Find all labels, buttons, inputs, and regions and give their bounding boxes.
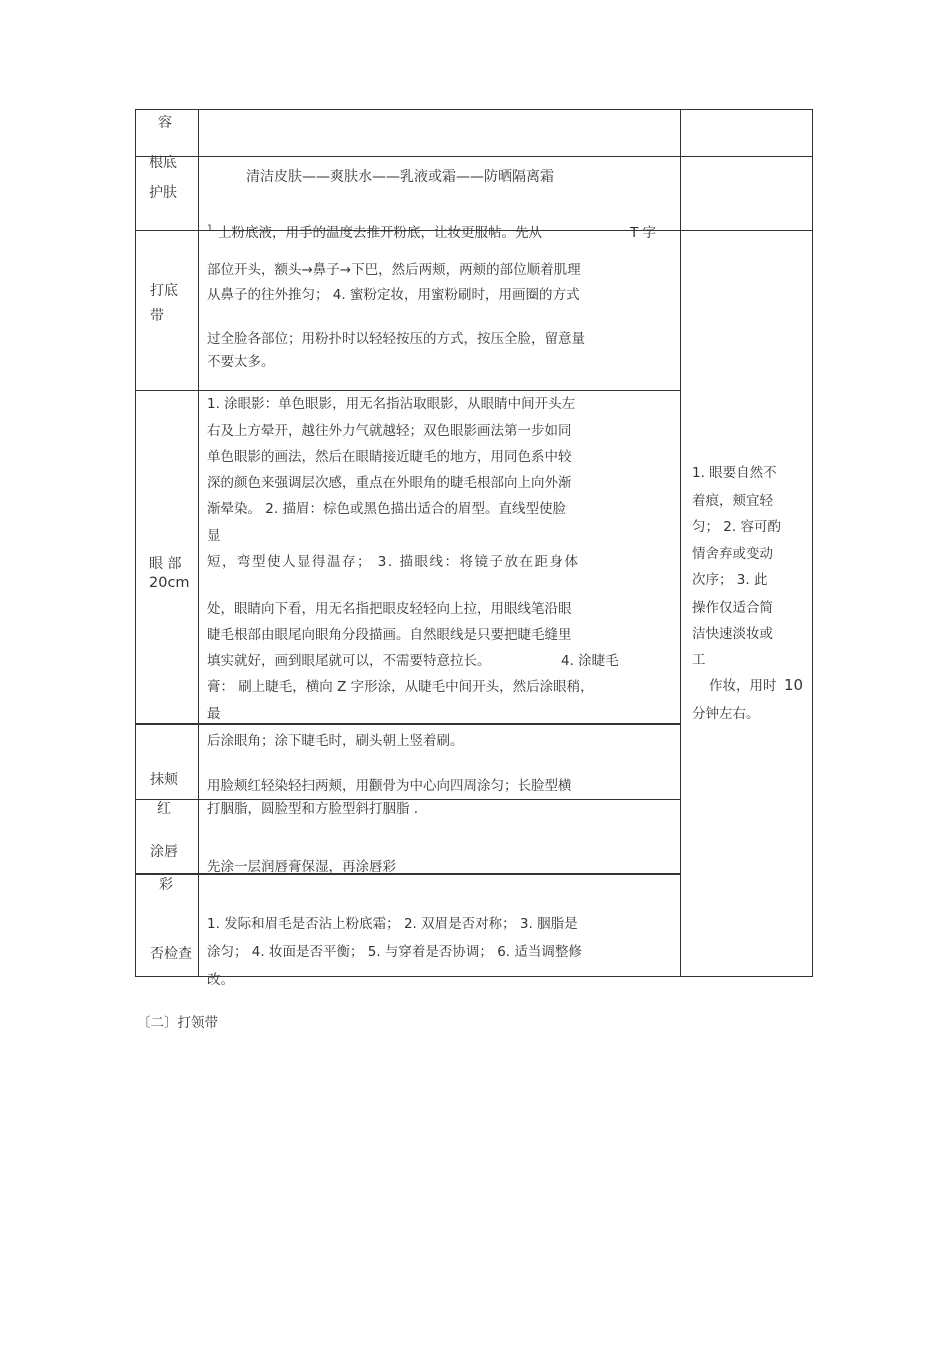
skincare-steps-text: 清洁皮肤——爽肤水——乳液或霜——防晒隔离霜 <box>246 169 554 185</box>
foundation-text-line: T 字 <box>630 225 657 241</box>
check-text-line: 改。 <box>207 972 234 988</box>
row-label-foundation-1: 打底 <box>150 283 178 299</box>
row-label-lips-2: 彩 <box>159 877 173 893</box>
table-rule <box>198 109 199 977</box>
eyes-text-line: 4. 涂睫毛 <box>561 653 619 669</box>
notes-text-line: 作妆，用时 <box>709 678 777 694</box>
section-heading: 〔二〕打领带 <box>137 1015 218 1031</box>
eyes-text-line: 显 <box>207 528 221 544</box>
blush-text-line: 打胭脂，圆脸型和方脸型斜打胭脂 . <box>207 801 419 817</box>
foundation-text-line: 部位开头，额头→鼻子→下巴，然后两颊，两颊的部位顺着肌理 <box>207 262 581 278</box>
row-label-blush-2: 红 <box>157 801 171 817</box>
check-text-line: 1. 发际和眉毛是否沾上粉底霜； 2. 双眉是否对称； 3. 胭脂是 <box>207 916 578 932</box>
row-label-lips-1: 涂唇 <box>150 844 178 860</box>
row-label-base-skincare-1: 根底 <box>149 155 177 171</box>
row-label-check: 否检查 <box>150 946 192 962</box>
step-number-marker: 1. <box>207 224 216 234</box>
row-label-eyes-1: 眼 部 <box>149 556 182 572</box>
eyes-text-line: 深的颜色来强调层次感，重点在外眼角的睫毛根部向上向外渐 <box>207 475 572 491</box>
eyes-text-line: 最 <box>207 706 221 722</box>
notes-text-line: 着痕，颊宜轻 <box>692 493 773 509</box>
lips-text-line: 先涂一层润唇膏保湿，再涂唇彩 <box>207 859 396 875</box>
table-rule <box>135 390 681 391</box>
notes-text-line: 工 <box>692 652 706 668</box>
notes-text-line: 次序； 3. 此 <box>692 572 768 588</box>
eyes-text-line: 膏： 刷上睫毛，横向 Z 字形涂，从睫毛中间开头，然后涂眼稍， <box>207 679 594 695</box>
row-label-rong: 容 <box>158 115 172 131</box>
notes-text-line: 10 <box>784 676 804 694</box>
eyes-text-line: 1. 涂眼影：单色眼影，用无名指沾取眼影，从眼睛中间开头左 <box>207 396 576 412</box>
row-label-eyes-2: 20cm <box>149 575 190 591</box>
foundation-text-line: 上粉底液，用手的温度去推开粉底，让妆更服帖。先从 <box>218 225 542 241</box>
notes-text-line: 情舍弃或变动 <box>692 546 773 562</box>
foundation-text-line: 从鼻子的往外推匀； 4. 蜜粉定妆，用蜜粉刷时，用画圈的方式 <box>207 287 580 303</box>
notes-text-line: 洁快速淡妆或 <box>692 626 773 642</box>
table-rule <box>135 799 681 800</box>
table-rule <box>680 109 681 977</box>
table-rule <box>135 109 136 977</box>
eyes-text-line: 单色眼影的画法，然后在眼睛接近睫毛的地方，用同色系中较 <box>207 449 572 465</box>
table-rule <box>135 976 813 977</box>
table-rule <box>135 109 813 110</box>
foundation-text-line: 不要太多。 <box>207 354 275 370</box>
blush-text-line: 用脸颊红轻染轻扫两颊，用颧骨为中心向四周涂匀；长脸型横 <box>207 778 572 794</box>
eyes-text-line: 处，眼睛向下看，用无名指把眼皮轻轻向上拉，用眼线笔沿眼 <box>207 601 572 617</box>
table-rule <box>135 156 813 157</box>
row-label-blush-1: 抹颊 <box>150 772 178 788</box>
row-label-foundation-2: 带 <box>150 308 164 324</box>
table-rule <box>135 723 681 725</box>
notes-text-line: 1. 眼要自然不 <box>692 465 777 481</box>
eyes-text-line: 短，弯型使人显得温存； 3. 描眼线：将镜子放在距身体 <box>207 554 580 570</box>
blush-text-line: 后涂眼角；涂下睫毛时，刷头朝上竖着刷。 <box>207 733 464 749</box>
eyes-text-line: 渐晕染。 2. 描眉：棕色或黑色描出适合的眉型。直线型使脸 <box>207 501 566 517</box>
eyes-text-line: 填实就好，画到眼尾就可以，不需要特意拉长。 <box>207 653 491 669</box>
table-rule <box>812 109 813 977</box>
notes-text-line: 匀； 2. 容可酌 <box>692 519 781 535</box>
row-label-base-skincare-2: 护肤 <box>149 185 177 201</box>
check-text-line: 涂匀； 4. 妆面是否平衡； 5. 与穿着是否协调； 6. 适当调整修 <box>207 944 582 960</box>
notes-text-line: 操作仅适合简 <box>692 600 773 616</box>
eyes-text-line: 睫毛根部由眼尾向眼角分段描画。自然眼线是只要把睫毛缝里 <box>207 627 572 643</box>
notes-text-line: 分钟左右。 <box>692 706 760 722</box>
foundation-text-line: 过全脸各部位；用粉扑时以轻轻按压的方式，按压全脸，留意量 <box>207 331 585 347</box>
eyes-text-line: 右及上方晕开，越往外力气就越轻；双色眼影画法第一步如同 <box>207 423 572 439</box>
